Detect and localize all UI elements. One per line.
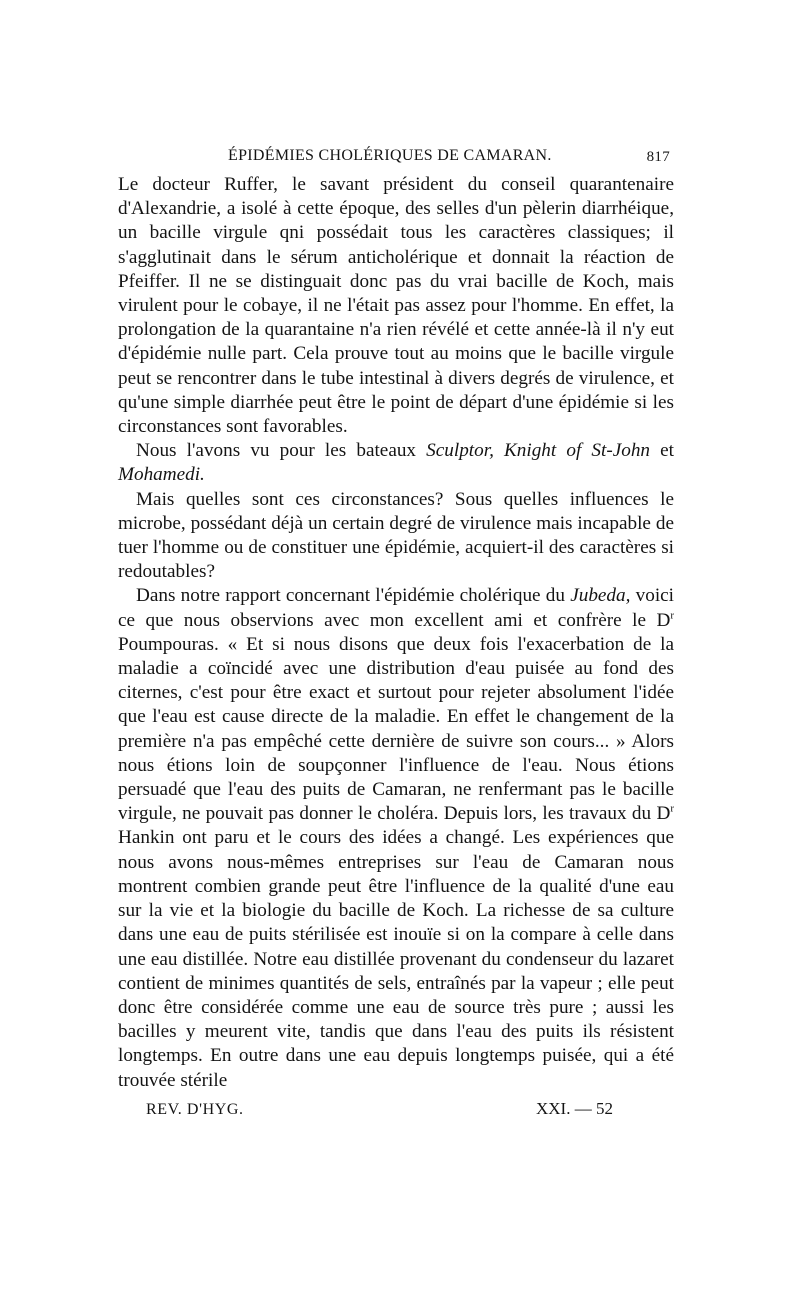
paragraph [118,584,674,1092]
italic-text: Mohamedi. [118,464,205,486]
page [118,143,674,1127]
paragraph [118,439,674,487]
text-run: Hankin ont paru et le cours des idées a changé. Les expériences que nous avons nous-mêmes entreprises sur l'eau de Camaran nous montrent combien grande peut être l'influence de la qualité d'une eau sur la vie et la biologie du bacille de Koch. La richesse de sa culture dans une eau de puits stérilisée est inouïe si on la compare à celle dans une eau distillée. Notre eau distillée provenant du condenseur du lazaret contient de minimes quantités de sels, entraînés par la vapeur ; elle peut donc être considérée comme une eau de source très pure ; aussi les bacilles y meurent vite, tandis que dans l'eau des puits ils résistent longtemps. En outre dans une eau depuis longtemps puisée, qui a été trouvée stérile [118,827,674,1091]
text-run: Mais quelles sont ces circonstances? Sous quelles influences le microbe, possédant déjà un certain degré de virulence mais incapable de tuer l'homme ou de constituer une épidémie, acquiert-il des caractères si redoutables? [118,488,674,583]
text-run: Dans notre rapport concernant l'épidémie cholérique du [136,585,571,607]
text-run: voici ce que nous observions avec mon excellent ami et confrère le D [118,585,675,631]
running-head [118,143,674,173]
signature-mark: XXI. — 52 [536,1098,613,1118]
superscript: r [670,609,674,622]
text-run: Poumpouras. « Et si nous disons que deux fois l'exacerbation de la maladie a coïncidé avec une distribution d'eau puisée au fond des citernes, c'est pour être exact et surtout pour rejeter absolument l'idée que l'eau est cause directe de la maladie. En effet le changement de la première n'a pas empêché cette dernière de suivre son cours... » Alors nous étions loin de soupçonner l'influence de l'eau. Nous étions persuadé que l'eau des puits de Camaran, ne renfermant pas le bacille virgule, ne pouvait pas donner le choléra. Depuis lors, les travaux du D [118,633,674,825]
body-text [118,173,674,1093]
superscript: r [670,802,674,815]
text-run: Nous l'avons vu pour les bateaux [136,440,427,462]
text-run: Le docteur Ruffer, le savant président du conseil quarantenaire d'Alexandrie, a isolé à cette époque, des selles d'un pèlerin diarrhéique, un bacille virgule qni possédait tous les caractères classiques; il s'agglutinait dans le sérum anticholérique et donnait la réaction de Pfeiffer. Il ne se distinguait donc pas du vrai bacille de Koch, mais virulent pour le cobaye, il ne l'était pas assez pour l'homme. En effet, la prolongation de la quarantaine n'a rien révélé et cette année-là il n'y eut d'épidémie nulle part. Cela prouve tout au moins que le bacille virgule peut se rencontrer dans le tube intestinal à divers degrés de virulence, et qu'une simple diarrhée peut être le point de départ d'une épidémie si les circonstances sont favorables. [118,174,674,438]
journal-abbreviation: REV. D'HYG. [146,1100,244,1118]
paragraph [118,173,674,439]
paragraph [118,488,674,585]
running-title: ÉPIDÉMIES CHOLÉRIQUES DE CAMARAN. [228,147,552,164]
italic-text: Sculptor, Knight of St-John [426,440,651,462]
text-run: et [650,440,675,462]
page-number: 817 [646,149,670,165]
italic-text: Jubeda, [570,585,631,607]
page-footer [118,1097,674,1127]
